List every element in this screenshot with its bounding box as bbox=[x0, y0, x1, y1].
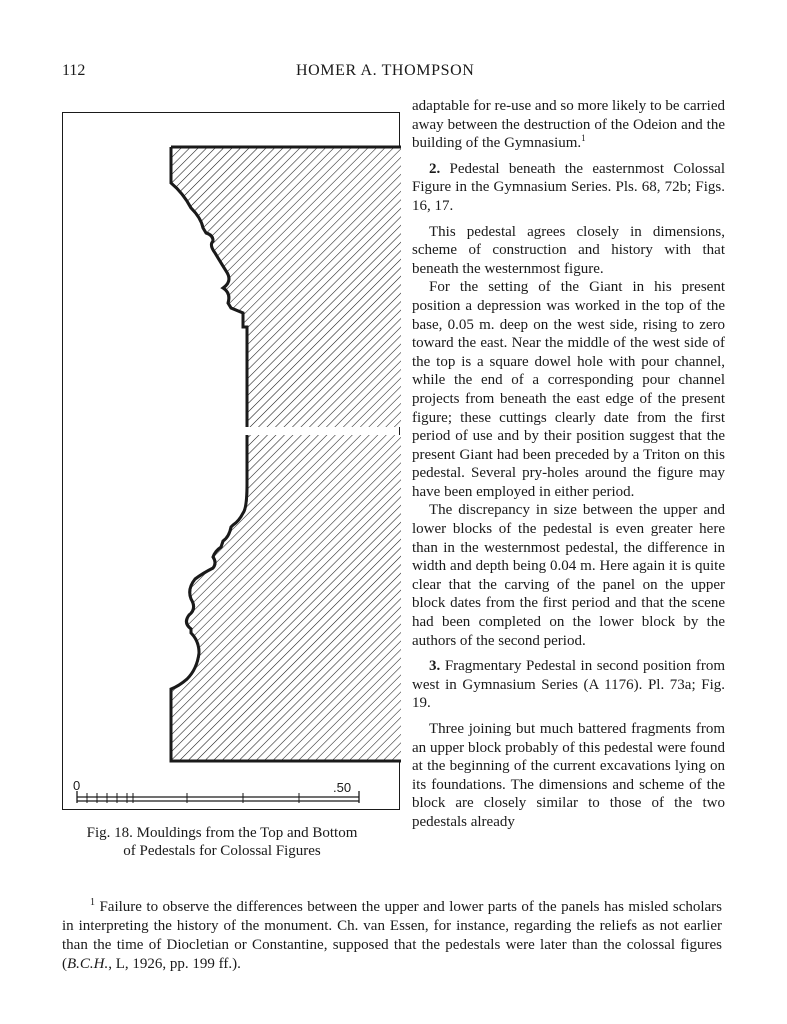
scale-end-label: .50 bbox=[333, 780, 352, 795]
paragraph: This pedestal agrees closely in dimensions, scheme of construction and history with that beneath the westernmost figure. bbox=[412, 223, 725, 277]
paragraph: The discrepancy in size between the upper and lower blocks of the pedestal is even greater here than in the westernmost pedestal, the difference in width and depth being 0.04 m. Here again it is quite clear that the carving of the panel on the upper block dates from the first period and that the scene had been completed on the lower block by the authors of the second period. bbox=[412, 502, 725, 649]
figure-caption bbox=[62, 824, 382, 860]
section-2-heading: 2. Pedestal beneath the easternmost Colossal Figure in the Gymnasium Series. Pls. 68, 72b; Figs. 16, 17. bbox=[412, 160, 725, 214]
moulding-drawing bbox=[63, 113, 401, 811]
scale-start-label: 0 bbox=[73, 778, 81, 793]
paragraph: Three joining but much battered fragments from an upper block probably of this pedestal were found at the beginning of the current excavations lying on its foundations. The dimensions and scheme of the block are closely similar to those of the two pedestals already bbox=[412, 721, 725, 830]
caption-line-1: Fig. 18. Mouldings from the Top and Bottom bbox=[86, 825, 358, 841]
journal-abbrev: B.C.H. bbox=[67, 956, 109, 972]
section-3-heading: 3. Fragmentary Pedestal in second position from west in Gymnasium Series (A 1176). Pl. 73a; Fig. 19. bbox=[412, 658, 726, 712]
paragraph: For the setting of the Giant in his present position a depression was worked in the top of the base, 0.05 m. deep on the west side, rising to zero toward the east. Near the middle of the west side of the top is a square dowel hole with pour channel, while the end of a corresponding pour channel projects from beneath the east edge of the present figure; these cuttings clearly date from the first period of use and by their position suggest that the present Giant had been preceded by a Triton on this pedestal. Several pry-holes around the figure may have been employed in either period. bbox=[412, 279, 725, 500]
caption-line-2: of Pedestals for Colossal Figures bbox=[123, 843, 321, 859]
text-column bbox=[412, 97, 725, 832]
paragraph-continuation: adaptable for re-use and so more likely to be carried away between the destruction of the Odeion and the building of the Gymnasium.$^1$ bbox=[412, 98, 725, 152]
footnote: $^1$ Failure to observe the differences between the upper and lower parts of the panels has misled scholars in interpreting the history of the monument. Ch. van Essen, for instance, regarding the reliefs as not earlier than the time of Diocletian or Constantine, supposed that the pedestals were later than the colossal figures (B.C.H., L, 1926, pp. 199 ff.). bbox=[62, 897, 723, 972]
footnote-ref: 1 bbox=[581, 133, 586, 144]
page-number: 112 bbox=[62, 62, 86, 79]
scale-bar bbox=[73, 778, 359, 803]
running-head-author: HOMER A. THOMPSON bbox=[296, 62, 475, 79]
figure-18-mouldings bbox=[62, 112, 400, 810]
footnote-marker: 1 bbox=[90, 897, 95, 908]
